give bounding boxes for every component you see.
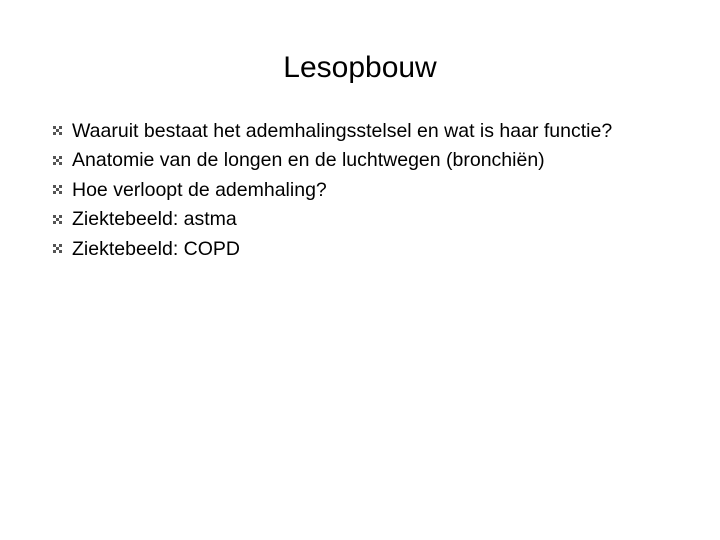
slide-title: Lesopbouw [283,51,437,84]
list-item [50,205,670,235]
bullet-icon [50,156,72,165]
list-item [50,146,670,176]
bullet-text: Hoe verloopt de ademhaling? [72,178,327,201]
bullet-text: Waaruit bestaat het ademhalingsstelsel en wat is haar functie? [72,119,613,142]
bullet-icon [50,185,72,194]
list-item [50,234,670,264]
bullet-icon [50,215,72,224]
bullet-list [50,116,670,264]
bullet-text: Ziektebeeld: astma [72,208,237,231]
list-item [50,175,670,205]
bullet-icon [50,126,72,135]
bullet-icon [50,244,72,253]
list-item [50,116,670,146]
bullet-text: Ziektebeeld: COPD [72,237,240,260]
bullet-text: Anatomie van de longen en de luchtwegen (bronchiën) [72,149,545,172]
